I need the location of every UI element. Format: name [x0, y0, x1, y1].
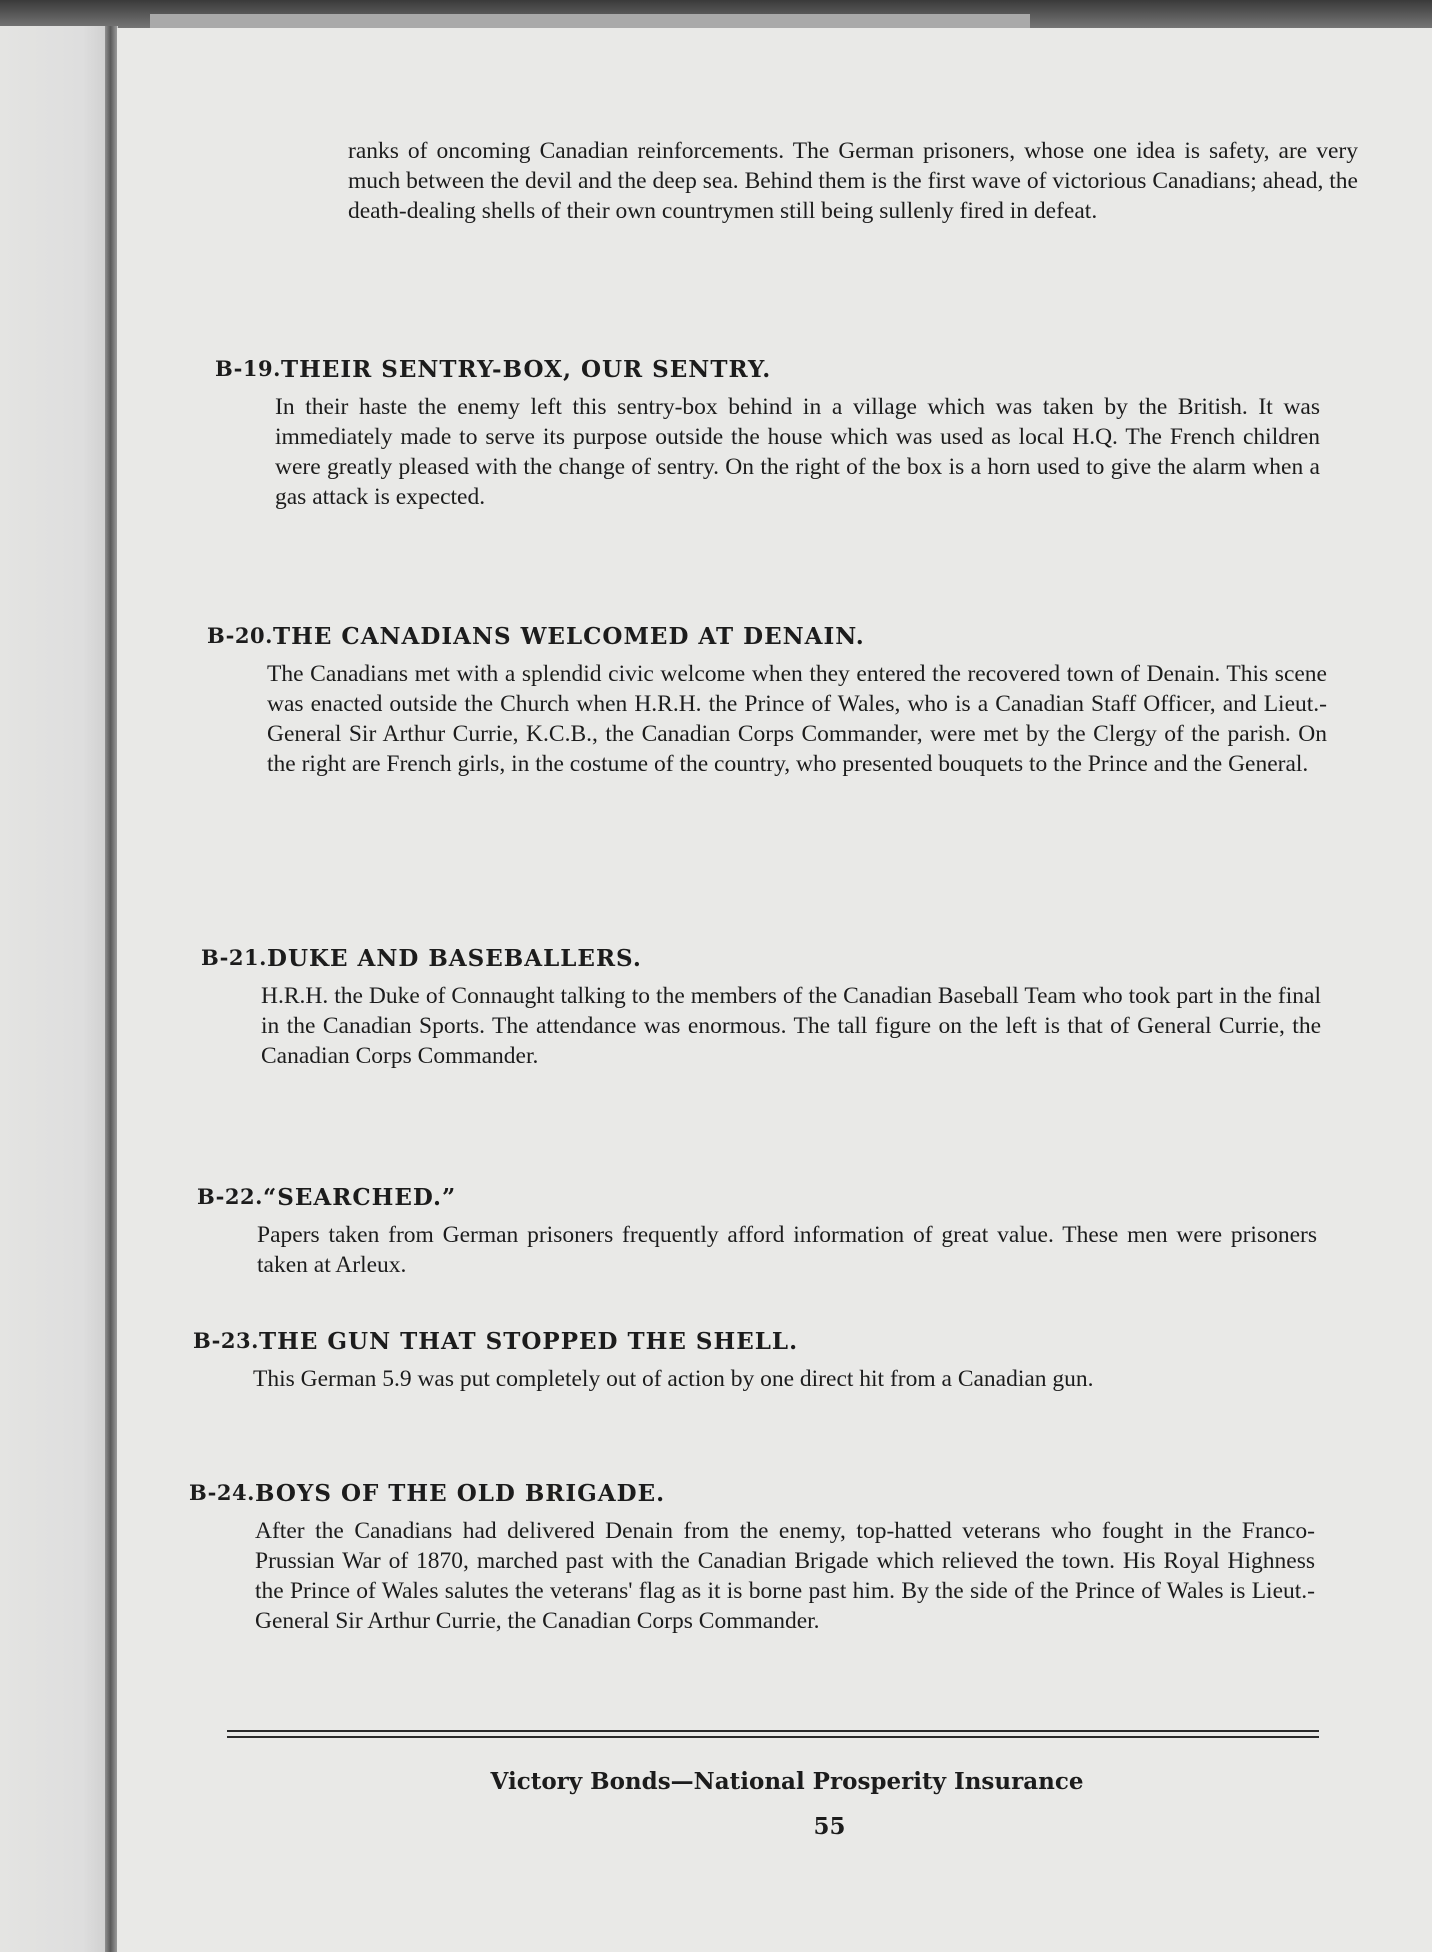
footer-rule-bottom [227, 1736, 1319, 1738]
page-number: 55 [813, 1813, 846, 1840]
entry-title: THEIR SENTRY-BOX, OUR SENTRY. [281, 356, 772, 383]
intro-paragraph: ranks of oncoming Canadian reinforcements. The German prisoners, whose one idea is safety, are very much between the devil and the deep sea. Behind them is the first wave of victorious Canadians; ahead, the death-dealing shells of their own countrymen still being sullenly fired in defeat. [348, 138, 1358, 224]
entry-description: This German 5.9 was put completely out of action by one direct hit from a Canadian gun. [253, 1366, 1094, 1392]
book-page [117, 28, 1432, 1952]
catalog-entry-b24 [189, 1480, 1354, 1750]
entry-title: BOYS OF THE OLD BRIGADE. [255, 1480, 666, 1507]
entry-code: B-19. [215, 356, 281, 381]
entry-code: B-20. [207, 623, 273, 648]
entry-title: “SEARCHED.” [263, 1184, 457, 1211]
entry-code: B-23. [193, 1328, 259, 1353]
footer-slogan: Victory Bonds—National Prosperity Insurance [490, 1768, 1084, 1795]
entry-code: B-22. [197, 1184, 263, 1209]
entry-description: In their haste the enemy left this sentry-box behind in a village which was taken by the British. It was immediately made to serve its purpose outside the house which was used as local H.Q. The French children were greatly pleased with the change of sentry. On the right of the box is a horn used to give the alarm when a gas attack is expected. [275, 394, 1320, 510]
entry-code: B-21. [201, 945, 267, 970]
page-content [117, 28, 1432, 1952]
book-spine [105, 26, 117, 1952]
catalog-entry-b23 [193, 1328, 1353, 1438]
entry-title: THE GUN THAT STOPPED THE SHELL. [259, 1328, 799, 1355]
catalog-entry-b19 [215, 356, 1365, 586]
catalog-entry-b20 [207, 623, 1367, 913]
catalog-entry-b21 [201, 945, 1361, 1145]
entry-description: The Canadians met with a splendid civic welcome when they entered the recovered town of Denain. This scene was enacted outside the Church when H.R.H. the Prince of Wales, who is a Canadian Staff Officer, and Lieut.-General Sir Arthur Currie, K.C.B., the Canadian Corps Commander, were met by the Clergy of the parish. On the right are French girls, in the costume of the country, who presented bouquets to the Prince and the General. [267, 661, 1327, 777]
entry-description: After the Canadians had delivered Denain from the enemy, top-hatted veterans who fought in the Franco-Prussian War of 1870, marched past with the Canadian Brigade which relieved the town. His Royal Highness the Prince of Wales salutes the veterans' flag as it is borne past him. By the side of the Prince of Wales is Lieut.-General Sir Arthur Currie, the Canadian Corps Commander. [255, 1518, 1315, 1634]
entry-title: DUKE AND BASEBALLERS. [267, 945, 642, 972]
footer-rule-top [227, 1730, 1319, 1732]
entry-title: THE CANADIANS WELCOMED AT DENAIN. [273, 623, 865, 650]
catalog-entry-b22 [197, 1184, 1357, 1294]
entry-code: B-24. [189, 1480, 255, 1505]
facing-page-edge [0, 26, 118, 1952]
entry-description: H.R.H. the Duke of Connaught talking to the members of the Canadian Baseball Team who took part in the final in the Canadian Sports. The attendance was enormous. The tall figure on the left is that of General Currie, the Canadian Corps Commander. [261, 983, 1321, 1069]
entry-description: Papers taken from German prisoners frequently afford information of great value. These men were prisoners taken at Arleux. [257, 1222, 1317, 1278]
